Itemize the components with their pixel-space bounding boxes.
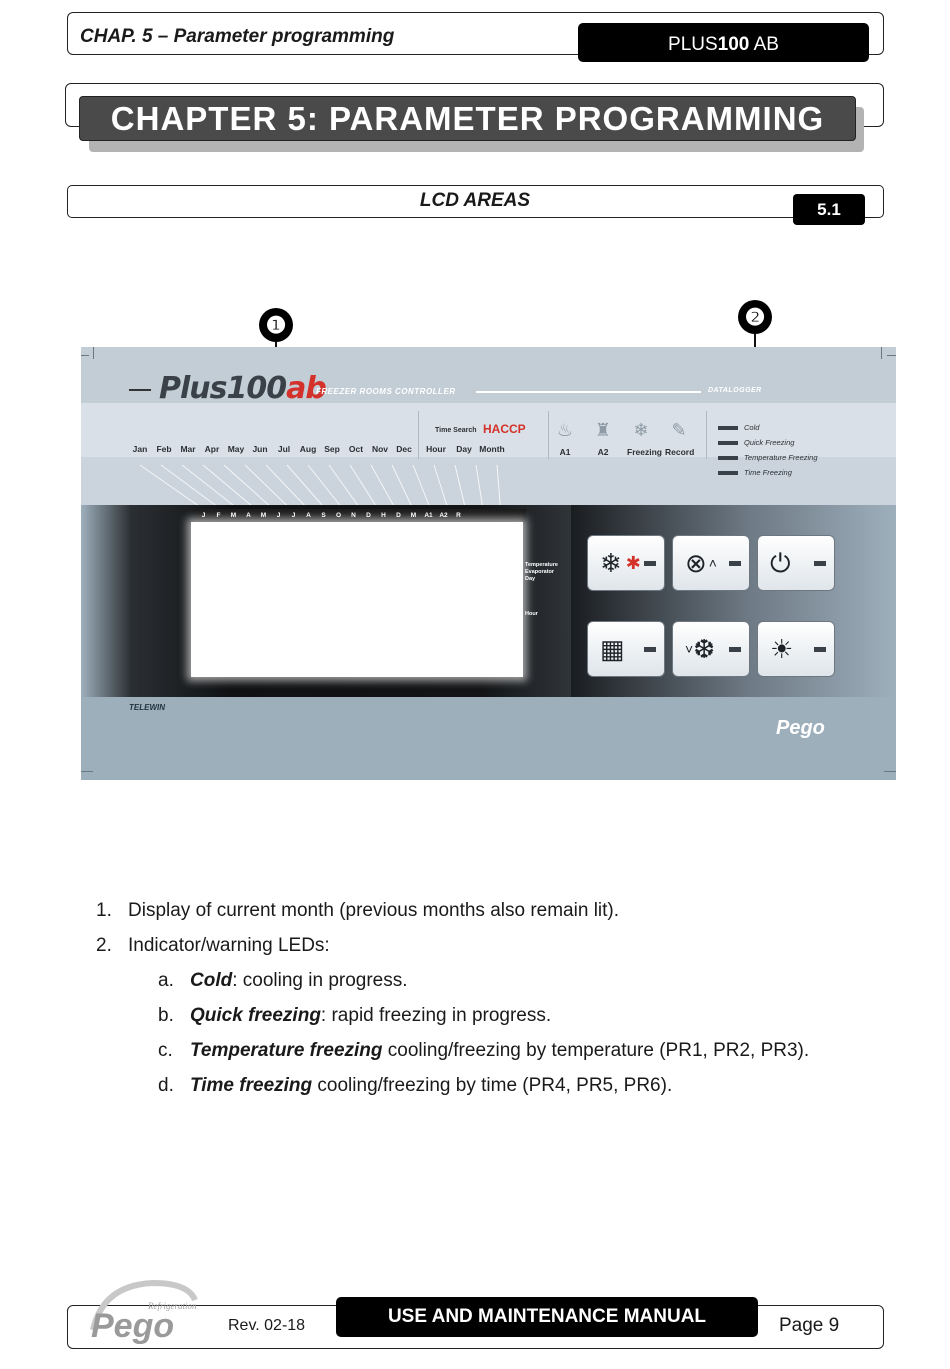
fan-line bbox=[434, 465, 448, 509]
sub-list-term: Time freezing bbox=[190, 1075, 313, 1096]
fan-line bbox=[329, 465, 361, 509]
strip-letter: H bbox=[381, 511, 386, 519]
lcd-areas-list bbox=[96, 893, 809, 1103]
strip-letter: A1 bbox=[424, 511, 433, 519]
strip-letter: A bbox=[246, 511, 251, 519]
sub-list-term: Temperature freezing bbox=[190, 1040, 383, 1061]
up-arrow-icon: ˄ bbox=[708, 555, 717, 571]
button-led bbox=[814, 561, 826, 566]
freezing-icon: ❄ bbox=[633, 419, 649, 440]
led-indicator bbox=[718, 435, 818, 450]
fan-line bbox=[413, 465, 431, 509]
controller-panel-image bbox=[81, 347, 896, 780]
fan-line bbox=[224, 465, 273, 509]
led-bar bbox=[718, 426, 738, 430]
corner-mark bbox=[81, 771, 93, 772]
month-label: Nov bbox=[371, 444, 389, 454]
strip-letter: D bbox=[366, 511, 371, 519]
callout-1: ❶ bbox=[259, 308, 293, 342]
alarm-1-icon: ♨ bbox=[556, 419, 574, 440]
hdm-label: Hour bbox=[426, 444, 446, 454]
revision-label: Rev. 02-18 bbox=[228, 1317, 306, 1334]
button-led bbox=[729, 647, 741, 652]
freeze-down-button[interactable] bbox=[672, 621, 750, 677]
strip-letter: F bbox=[216, 511, 221, 519]
sub-list-item bbox=[96, 1033, 809, 1068]
hdm-label: Month bbox=[479, 444, 505, 454]
datalogger-label: DATALOGGER bbox=[708, 387, 762, 394]
strip-letter: S bbox=[321, 511, 326, 519]
keypad-button[interactable] bbox=[587, 621, 665, 677]
corner-mark bbox=[884, 771, 896, 772]
logo-text: Pego bbox=[91, 1307, 175, 1345]
product-badge bbox=[578, 23, 869, 62]
list-item bbox=[96, 928, 809, 963]
strip-letter: O bbox=[335, 511, 342, 519]
telewin-logo: TELEWIN bbox=[129, 703, 165, 712]
month-label: Jan bbox=[132, 444, 148, 454]
brand-model: 100 bbox=[226, 371, 287, 406]
list-item bbox=[96, 893, 809, 928]
callout-2: ❷ bbox=[738, 300, 772, 334]
fan-line bbox=[392, 465, 413, 509]
corner-mark bbox=[887, 355, 896, 356]
record-icon: ✎ bbox=[671, 419, 687, 440]
sub-list-item bbox=[96, 1068, 809, 1103]
strip-letter: J bbox=[201, 511, 206, 519]
led-indicator bbox=[718, 420, 818, 435]
led-legend bbox=[718, 420, 818, 480]
sub-list-letter: c. bbox=[158, 1040, 173, 1061]
month-label: Jun bbox=[252, 444, 268, 454]
led-indicator bbox=[718, 465, 818, 480]
quick-freeze-button[interactable] bbox=[587, 535, 665, 591]
button-led bbox=[644, 561, 656, 566]
display-side-labels bbox=[525, 562, 558, 618]
brand-text: Plus bbox=[159, 371, 227, 406]
display-label-evaporator: Evaporator bbox=[525, 569, 555, 575]
strip-letter: D bbox=[396, 511, 401, 519]
sub-list-item bbox=[96, 963, 809, 998]
product-prefix: PLUS bbox=[668, 33, 718, 55]
fan-line bbox=[140, 465, 203, 509]
chapter-header-label: CHAP. 5 – Parameter programming bbox=[80, 26, 395, 47]
fan-line bbox=[350, 465, 378, 509]
sub-list-letter: a. bbox=[158, 970, 174, 991]
sub-list-term: Quick freezing bbox=[190, 1005, 321, 1026]
freeze-icon: ❆ bbox=[693, 634, 715, 664]
strip-letter: N bbox=[351, 511, 356, 519]
fan-line bbox=[308, 465, 343, 509]
button-led bbox=[814, 647, 826, 652]
month-label: May bbox=[227, 444, 245, 454]
led-label: Quick Freezing bbox=[744, 438, 795, 447]
month-label: Sep bbox=[324, 444, 340, 454]
list-text: Indicator/warning LEDs: bbox=[128, 935, 330, 956]
product-suffix: AB bbox=[749, 33, 779, 55]
panel-pego-logo: Pego bbox=[776, 717, 825, 739]
sub-list-text: : rapid freezing in progress. bbox=[320, 1005, 552, 1026]
display-label-day: Day bbox=[525, 576, 536, 582]
sub-list-text: cooling/freezing by time (PR4, PR5, PR6). bbox=[312, 1075, 673, 1096]
strip-letter: A bbox=[306, 511, 311, 519]
symbol-label: A1 bbox=[559, 447, 571, 457]
led-bar bbox=[718, 441, 738, 445]
fan-line bbox=[287, 465, 326, 509]
fan-off-icon: ⊗ bbox=[685, 548, 707, 578]
button-led bbox=[729, 561, 741, 566]
fan-line bbox=[245, 465, 291, 509]
strip-letter: A2 bbox=[439, 511, 448, 519]
display-label-hour: Hour bbox=[525, 611, 538, 617]
symbol-label: Freezing bbox=[627, 447, 662, 457]
fan-line bbox=[497, 465, 501, 509]
sub-list-letter: b. bbox=[158, 1005, 174, 1026]
strip-letter: M bbox=[410, 511, 417, 519]
panel-subtitle: FREEZER ROOMS CONTROLLER bbox=[316, 387, 456, 396]
logo-subtitle: Refrigeration bbox=[148, 1301, 197, 1311]
month-label: Oct bbox=[348, 444, 364, 454]
fan-line bbox=[266, 465, 308, 509]
sub-list-item bbox=[96, 998, 809, 1033]
sub-list-text: cooling/freezing by temperature (PR1, PR2, PR3). bbox=[382, 1040, 810, 1061]
section-title: LCD AREAS bbox=[419, 190, 531, 211]
led-label: Cold bbox=[744, 423, 760, 432]
down-arrow-icon: ˅ bbox=[685, 641, 694, 657]
haccp-label: HACCP bbox=[483, 422, 526, 436]
manual-title-badge: USE AND MAINTENANCE MANUAL bbox=[336, 1297, 758, 1337]
product-number: 100 bbox=[717, 33, 750, 55]
sub-list-letter: d. bbox=[158, 1075, 174, 1096]
grid-icon: ▦ bbox=[600, 634, 625, 664]
separator-3 bbox=[706, 411, 707, 459]
sub-list-text: : cooling in progress. bbox=[232, 970, 408, 991]
led-bar bbox=[718, 456, 738, 460]
light-icon: ☀ bbox=[770, 634, 794, 664]
quick-freeze-icon: ❄ bbox=[600, 548, 622, 578]
strip-letter: M bbox=[260, 511, 267, 519]
month-label: Jul bbox=[277, 444, 291, 454]
page-number: Page 9 bbox=[779, 1315, 840, 1336]
hdm-label: Day bbox=[456, 444, 472, 454]
strip-letter: M bbox=[230, 511, 237, 519]
led-label: Temperature Freezing bbox=[744, 453, 818, 462]
fan-line bbox=[455, 465, 466, 509]
chapter-title: CHAPTER 5: PARAMETER PROGRAMMING bbox=[79, 96, 856, 141]
pego-footer-logo bbox=[83, 1275, 203, 1345]
section-number-badge: 5.1 bbox=[793, 194, 865, 225]
defrost-icon: ✱ bbox=[625, 553, 641, 573]
fan-line bbox=[371, 465, 396, 509]
time-search-label: Time Search bbox=[435, 427, 477, 434]
strip-letter: J bbox=[291, 511, 296, 519]
button-led bbox=[644, 647, 656, 652]
list-text: Display of current month (previous months also remain lit). bbox=[128, 900, 620, 921]
brand-ab: ab bbox=[286, 371, 326, 406]
strip-letter: J bbox=[276, 511, 281, 519]
month-label: Mar bbox=[180, 444, 196, 454]
lcd-display bbox=[191, 522, 523, 677]
symbol-label: Record bbox=[665, 447, 695, 457]
month-leader-fan bbox=[81, 347, 581, 522]
corner-mark bbox=[881, 347, 882, 359]
display-label-temperature: Temperature bbox=[525, 562, 558, 568]
fan-up-button[interactable] bbox=[672, 535, 750, 591]
led-indicator bbox=[718, 450, 818, 465]
month-label: Apr bbox=[204, 444, 220, 454]
symbol-label: A2 bbox=[597, 447, 609, 457]
month-label: Feb bbox=[156, 444, 172, 454]
list-number: 1. bbox=[96, 900, 112, 921]
corner-mark bbox=[81, 355, 89, 356]
corner-mark bbox=[93, 347, 94, 359]
power-button[interactable] bbox=[757, 535, 835, 591]
power-icon: ⏻ bbox=[770, 548, 791, 578]
light-button[interactable] bbox=[757, 621, 835, 677]
strip-letter: R bbox=[456, 511, 461, 519]
month-indicator-strip bbox=[196, 509, 526, 521]
fan-line bbox=[476, 465, 483, 509]
alarm-2-icon: ♜ bbox=[594, 419, 612, 440]
month-label: Dec bbox=[396, 444, 412, 454]
sub-list-term: Cold bbox=[190, 970, 233, 991]
led-bar bbox=[718, 471, 738, 475]
led-label: Time Freezing bbox=[744, 468, 792, 477]
list-number: 2. bbox=[96, 935, 112, 956]
month-label: Aug bbox=[299, 444, 317, 454]
